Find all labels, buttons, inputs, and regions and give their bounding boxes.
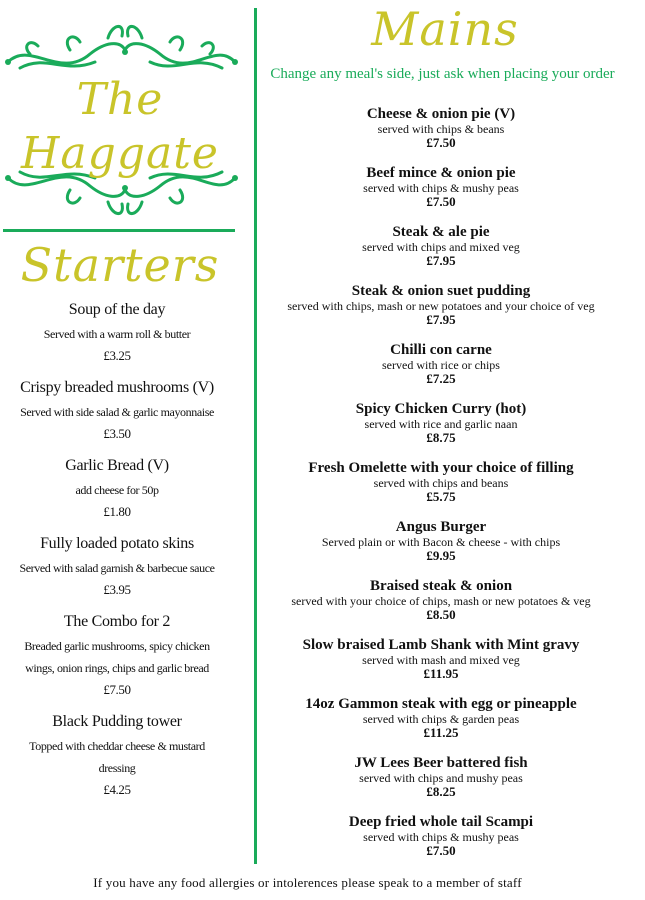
main-description: served with chips & mushy peas xyxy=(363,830,519,844)
main-name: Steak & ale pie xyxy=(392,224,490,240)
starter-price: £3.95 xyxy=(103,582,131,597)
starter-price: £4.25 xyxy=(103,782,131,797)
main-name: Cheese & onion pie (V) xyxy=(366,106,516,122)
main-price: £11.25 xyxy=(423,725,459,740)
starter-description xyxy=(0,479,234,501)
main-description: served with rice or chips xyxy=(382,358,500,372)
starter-description-line: Served with a warm roll & butter xyxy=(43,327,191,341)
logo-text-line1: The xyxy=(76,74,164,125)
starter-name: Soup of the day xyxy=(68,301,166,318)
main-price: £7.50 xyxy=(426,194,456,209)
main-name: Chilli con carne xyxy=(390,342,492,358)
main-price: £5.75 xyxy=(426,489,456,504)
main-description: served with mash and mixed veg xyxy=(362,653,520,667)
starter-item xyxy=(0,712,234,799)
starter-description xyxy=(0,323,234,345)
starter-description-line: Breaded garlic mushrooms, spicy chicken xyxy=(24,639,210,653)
horizontal-divider xyxy=(3,229,235,232)
main-name: 14oz Gammon steak with egg or pineapple xyxy=(305,696,577,712)
starter-item xyxy=(0,612,234,699)
starter-name: Black Pudding tower xyxy=(52,713,182,730)
main-description: served with chips and mixed veg xyxy=(362,240,520,254)
starter-description xyxy=(0,401,234,423)
main-item xyxy=(262,165,620,224)
main-description: served with chips and beans xyxy=(373,476,509,490)
allergy-notice: If you have any food allergies or intolerences please speak to a member of staff xyxy=(93,875,522,890)
starter-price: £1.80 xyxy=(103,504,131,519)
starter-description-line: Served with salad garnish & barbecue sauce xyxy=(19,561,215,575)
main-description: served with chips and mushy peas xyxy=(359,771,523,785)
starter-price: £3.50 xyxy=(103,426,131,441)
starter-price: £3.25 xyxy=(103,348,131,363)
main-price: £8.25 xyxy=(426,784,456,799)
main-item xyxy=(262,224,620,283)
main-name: Steak & onion suet pudding xyxy=(351,283,531,299)
main-name: Braised steak & onion xyxy=(369,578,513,594)
starter-name: The Combo for 2 xyxy=(63,613,171,630)
vertical-divider xyxy=(254,8,257,864)
main-price: £7.50 xyxy=(426,135,456,150)
starter-item xyxy=(0,300,234,365)
starter-name: Fully loaded potato skins xyxy=(40,535,194,552)
starter-item xyxy=(0,534,234,599)
mains-list xyxy=(262,106,620,873)
starter-description-line: dressing xyxy=(98,761,136,775)
main-item xyxy=(262,283,620,342)
starter-description xyxy=(0,635,234,679)
main-name: Fresh Omelette with your choice of filling xyxy=(308,460,574,476)
mains-side-note: Change any meal's side, just ask when placing your order xyxy=(270,66,615,82)
main-price: £8.75 xyxy=(426,430,456,445)
main-description: served with rice and garlic naan xyxy=(364,417,518,431)
main-item xyxy=(262,342,620,401)
starter-item xyxy=(0,378,234,443)
starter-description xyxy=(0,735,234,779)
mains-heading: Mains xyxy=(371,2,519,56)
main-name: Spicy Chicken Curry (hot) xyxy=(355,401,527,417)
main-item xyxy=(262,755,620,814)
main-price: £7.50 xyxy=(426,843,456,858)
main-name: Beef mince & onion pie xyxy=(366,165,516,181)
main-name: JW Lees Beer battered fish xyxy=(354,755,528,771)
main-name: Angus Burger xyxy=(395,519,487,535)
main-description: served with chips & garden peas xyxy=(362,712,520,726)
main-description: served with your choice of chips, mash or new potatoes & veg xyxy=(291,594,591,608)
main-price: £7.95 xyxy=(426,253,456,268)
main-name: Deep fried whole tail Scampi xyxy=(348,814,534,830)
main-name: Slow braised Lamb Shank with Mint gravy xyxy=(302,637,580,653)
starter-name: Crispy breaded mushrooms (V) xyxy=(20,379,214,396)
starter-item xyxy=(0,456,234,521)
starters-heading: Starters xyxy=(20,238,220,292)
logo-text-line2: Haggate xyxy=(21,128,219,179)
main-price: £7.25 xyxy=(426,371,456,386)
main-item xyxy=(262,696,620,755)
starter-description xyxy=(0,557,234,579)
starter-description-line: add cheese for 50p xyxy=(75,483,159,497)
main-item xyxy=(262,401,620,460)
main-item xyxy=(262,637,620,696)
main-price: £7.95 xyxy=(426,312,456,327)
main-description: served with chips & mushy peas xyxy=(363,181,519,195)
starter-price: £7.50 xyxy=(103,682,131,697)
main-description: served with chips, mash or new potatoes and your choice of veg xyxy=(287,299,595,313)
main-price: £8.50 xyxy=(426,607,456,622)
starter-description-line: wings, onion rings, chips and garlic bread xyxy=(25,661,209,675)
main-item xyxy=(262,106,620,165)
main-description: Served plain or with Bacon & cheese - with chips xyxy=(321,535,561,549)
main-description: served with chips & beans xyxy=(377,122,505,136)
starters-list xyxy=(0,300,234,812)
main-item xyxy=(262,519,620,578)
main-item xyxy=(262,578,620,637)
main-price: £9.95 xyxy=(426,548,456,563)
starter-name: Garlic Bread (V) xyxy=(65,457,169,474)
restaurant-logo xyxy=(0,10,240,220)
main-item xyxy=(262,460,620,519)
main-item xyxy=(262,814,620,873)
main-price: £11.95 xyxy=(423,666,459,681)
starter-description-line: Served with side salad & garlic mayonnaise xyxy=(20,405,214,419)
starter-description-line: Topped with cheddar cheese & mustard xyxy=(29,739,205,753)
